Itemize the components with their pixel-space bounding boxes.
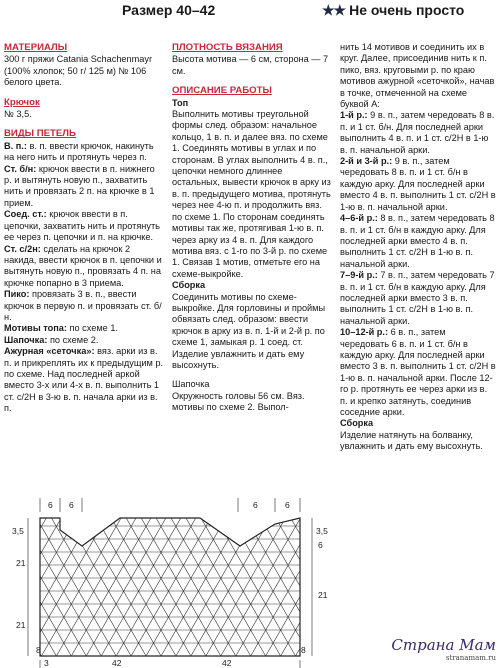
top-subheading: Топ	[172, 97, 189, 108]
pattern-schema	[0, 488, 345, 668]
row-1: 1-й р.: 9 в. п., затем чередовать 8 в. п. и 1 ст. б/н. Для последней арки выполнить 4 в. п. и 1 ст. с/2Н в 1-ю в. п. начальной арки.	[340, 110, 495, 155]
hat-assembly-text: Изделие натянуть на болванку, увлажнить и дать ему высохнуть.	[340, 429, 483, 452]
stitch-sbn: Ст. б/н: крючок ввести в п. нижнего р. и вытянуть новую п., захватить нить и провязать 2 п. на крючке в 1 прием.	[4, 163, 155, 208]
stitch-top-motifs: Мотивы топа: по схеме 1.	[4, 323, 118, 334]
grid-line	[325, 488, 345, 656]
dim-right-2: 6	[318, 540, 323, 550]
watermark-site: stranamam.ru	[445, 654, 496, 662]
grid-line	[0, 488, 10, 656]
grid-line	[0, 488, 25, 656]
difficulty-label	[322, 2, 464, 19]
column-rows	[340, 42, 496, 453]
watermark-brand: Страна Мам	[391, 636, 496, 654]
grid-line	[0, 488, 41, 656]
stitch-vp: В. п.: в. п. ввести крючок, накинуть на него нить и протянуть через п.	[4, 140, 154, 163]
dim-right-3: 21	[318, 590, 328, 600]
grid-line	[342, 488, 345, 656]
hat-subheading: Шапочка	[172, 379, 210, 390]
stitch-lace: Ажурная «сеточка»: вяз. арки из в. п. и прикреплять их к предыдущим р. по схеме. Над последней аркой вместо 3-х или 4-х в. п. выполнить 1 ст. с/2Н в 3-ю в. п. начала арки из в. п.	[4, 346, 164, 414]
stitch-picot: Пико: провязать 3 в. п., ввести крючок в первую п. и провязать ст. б/н.	[4, 289, 162, 322]
dim-bottom-2: 42	[112, 658, 122, 668]
materials-text: 300 г пряжи Catania Schachenmayr (100% хлопок; 50 г/ 125 м) № 106 белого цвета.	[4, 54, 153, 88]
grid-line	[296, 488, 345, 656]
grid-line	[312, 488, 345, 656]
dim-left-3: 21	[16, 620, 26, 630]
grid-line	[0, 488, 12, 656]
column-materials	[4, 42, 164, 415]
density-heading: ПЛОТНОСТЬ ВЯЗАНИЯ	[172, 42, 283, 53]
grid-line	[327, 488, 345, 656]
dim-bottom-1: 3	[44, 658, 49, 668]
schema-letter-right: 8	[301, 645, 306, 655]
grid-line	[340, 488, 345, 656]
stitch-soed: Соед. ст.: крючок ввести в п. цепочки, захватить нить и протянуть ее через п. цепочки и п. на крючке.	[4, 209, 160, 243]
dim-top-2: 6	[69, 500, 74, 510]
size-label: Размер 40–42	[122, 2, 216, 18]
dim-left-2: 21	[16, 558, 26, 568]
work-heading: ОПИСАНИЕ РАБОТЫ	[172, 85, 272, 97]
materials-heading: МАТЕРИАЛЫ	[4, 42, 68, 53]
hook-text: № 3,5.	[4, 109, 32, 120]
dim-right-1: 3,5	[316, 526, 328, 536]
stitch-s2n: Ст. с/2н: сделать на крючок 2 накида, ввести крючок в п. цепочки и вытянуть новую п., провязать 4 п. на крючке попарно в 3 приема.	[4, 243, 162, 288]
rows-intro: нить 14 мотивов и соединить их в круг. Далее, присоединив нить к п. пико, вяз. круговыми р. по краю мотивов ажурной «сеточкой», начав в точке, отмеченной на схеме буквой А:	[340, 42, 495, 110]
column-description	[172, 42, 332, 414]
top-text: Выполнить мотивы треугольной формы след. образом: начальное кольцо, 1 в. п. и далее вяз. по схеме 1. Соединять мотивы в углах и по сторонам. В углах выполнить 4 в. п., цепочки немного длиннее остальных, вывести крючок в арку из в. п. предыдущего мотива, протянуть через нее 4-ю п. и продолжить вяз. по схеме 1. По сторонам соединять мотивы так же, протягивая 1-ю в. п. через арку из 4 в. п. Для каждого мотива вяз. с 1-го по 3-й р. по схеме 1. Связав 1 мотив, отметьте его на схеме-выкройке.	[172, 109, 331, 279]
hat-text: Окружность головы 56 см. Вяз. мотивы по схеме 2. Выпол-	[172, 390, 305, 413]
assembly-text: Соединить мотивы по схеме-выкройке. Для горловины и проймы обвязать след. образом: ввести крючок в арку из в. п. 1-й и 2-й р. по схеме 1, замыкая р. 1 соед. ст. Изделие увлажнить и дать ему высохнуть.	[172, 291, 326, 370]
dim-top-3: 6	[253, 500, 258, 510]
difficulty-stars-icon: ★★	[322, 2, 346, 18]
row-2-3: 2-й и 3-й р.: 9 в. п., затем чередовать 8 в. п. и 1 ст. б/н в каждую арку. Для последней арки вместо 4 в. п. выполнить 1 ст. с/2Н в 1-ю в. п. начальной арки.	[340, 156, 496, 212]
hook-heading: Крючок	[4, 96, 40, 108]
grid-line	[311, 488, 346, 656]
row-4-6: 4–6-й р.: 8 в. п., затем чередовать 8 в. п. и 1 ст. б/н в каждую арку. Для последней арки вместо 4 в. п. выполнить 1 ст. с/2Н в 1-ю в. п. начальной арки.	[340, 213, 495, 269]
schema-letter-left: 8	[36, 645, 41, 655]
dim-bottom-3: 42	[222, 658, 232, 668]
stitch-hat: Шапочка: по схеме 2.	[4, 334, 99, 345]
dim-top-4: 6	[285, 500, 290, 510]
density-text: Высота мотива — 6 см, сторона — 7 см.	[172, 54, 329, 76]
page-header	[0, 0, 500, 22]
grid-line	[297, 488, 345, 656]
row-10-12: 10–12-й р.: 6 в. п., затем чередовать 6 в. п. и 1 ст. б/н в каждую арку. Для последней арки вместо 3 в. п. выполнить 1 ст. с/2Н в 1-ю в. п. начальной арки. После 12-го р. протянуть ее через арки из в. п. и крепко затянуть, соединив соседние арки.	[340, 327, 496, 417]
grid-line	[0, 488, 39, 656]
stitches-heading: ВИДЫ ПЕТЕЛЬ	[4, 128, 76, 140]
dim-left-1: 3,5	[12, 526, 24, 536]
hat-assembly-subheading: Сборка	[340, 418, 374, 429]
assembly-subheading: Сборка	[172, 280, 206, 291]
row-7-9: 7–9-й р.: 7 в. п., затем чередовать 7 в. п. и 1 ст. б/н в каждую арку. Для последней арки вместо 3 в. п. выполнить 1 ст. с/2Н в 1-ю в. п. начальной арки.	[340, 270, 495, 326]
watermark-logo	[391, 636, 496, 662]
difficulty-text: Не очень просто	[349, 2, 465, 18]
dim-top-1: 6	[48, 500, 53, 510]
grid-line	[0, 488, 26, 656]
